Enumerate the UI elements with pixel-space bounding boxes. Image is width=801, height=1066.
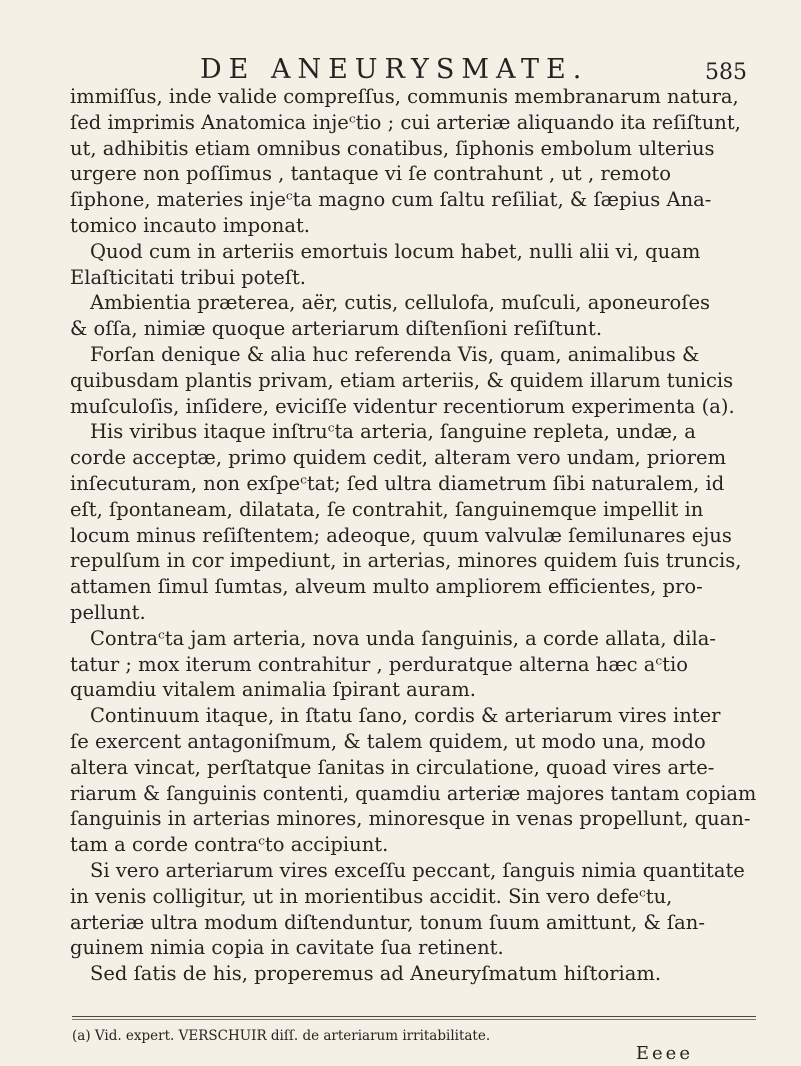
text-line: tatur ; mox iterum contrahitur , perduratque alterna hæc aᶜtio — [70, 652, 688, 676]
text-line: corde acceptæ, primo quidem cedit, alteram vero undam, priorem — [70, 446, 727, 470]
footnote-rule-thin — [72, 1019, 756, 1020]
text-line: in venis colligitur, ut in morientibus accidit. Sin vero defeᶜtu, — [70, 884, 673, 908]
text-line: locum minus reſiſtentem; adeoque, quum valvulæ ſemilunares ejus — [70, 523, 732, 547]
text-line: & oſſa, nimiæ quoque arteriarum diſtenſioni reſiſtunt. — [70, 317, 603, 341]
text-line: Elaſticitati tribui poteſt. — [70, 265, 306, 289]
text-line: tomico incauto imponat. — [70, 213, 311, 237]
text-line: urgere non poſſimus , tantaque vi ſe contrahunt , ut , remoto — [70, 162, 672, 186]
text-line: ſiphone, materies injeᶜta magno cum ſaltu reſiliat, & ſæpius Ana- — [70, 188, 712, 212]
footnote-rule — [72, 1016, 756, 1017]
body-text — [70, 84, 756, 987]
text-line: Quod cum in arteriis emortuis locum habet, nulli alii vi, quam — [90, 239, 701, 263]
text-line: Ambientia præterea, aër, cutis, cellulofa, muſculi, aponeuroſes — [90, 291, 711, 315]
text-line: repulſum in cor impediunt, in arterias, minores quidem ſuis truncis, — [70, 549, 742, 573]
text-line: arteriæ ultra modum diſtenduntur, tonum ſuum amittunt, & ſan- — [70, 910, 705, 934]
text-line: Si vero arteriarum vires exceſſu peccant, ſanguis nimia quantitate — [90, 858, 745, 882]
text-line: Contraᶜta jam arteria, nova unda ſanguinis, a corde allata, dila- — [90, 626, 716, 650]
text-line: Forſan denique & alia huc referenda Vis, quam, animalibus & — [90, 342, 700, 366]
text-line: Sed ſatis de his, properemus ad Aneuryſmatum hiſtoriam. — [90, 962, 662, 986]
text-line: inſecuturam, non exſpeᶜtat; ſed ultra diametrum ſibi naturalem, id — [70, 471, 725, 495]
text-line: eſt, ſpontaneam, dilatata, ſe contrahit, ſanguinemque impellit in — [70, 497, 704, 521]
text-line: ſe exercent antagoniſmum, & talem quidem, ut modo una, modo — [70, 729, 706, 753]
text-line: guinem nimia copia in cavitate ſua retinent. — [70, 936, 504, 960]
text-line: Continuum itaque, in ſtatu ſano, cordis & arteriarum vires inter — [90, 704, 721, 728]
text-line: quibusdam plantis privam, etiam arteriis, & quidem illarum tunicis — [70, 368, 734, 392]
text-line: pellunt. — [70, 600, 146, 624]
text-line: altera vincat, perſtatque ſanitas in circulatione, quoad vires arte- — [70, 755, 715, 779]
text-line: immiſſus, inde valide compreſſus, communis membranarum natura, — [70, 85, 739, 108]
text-line: ſanguinis in arterias minores, minoresque in venas propellunt, quan- — [70, 807, 751, 831]
text-line: ut, adhibitis etiam omnibus conatibus, ſiphonis embolum ulterius — [70, 136, 715, 160]
text-line: tam a corde contraᶜto accipiunt. — [70, 833, 389, 857]
text-line: His viribus itaque inſtruᶜta arteria, ſanguine repleta, undæ, a — [90, 420, 696, 444]
footnote: (a) Vid. expert. VERSCHUIR diſſ. de arteriarum irritabilitate. — [72, 1028, 491, 1044]
text-line: quamdiu vitalem animalia ſpirant auram. — [70, 678, 476, 702]
page-number: 585 — [705, 60, 747, 85]
catchword: Eeee — [635, 1043, 693, 1064]
text-line: attamen ſimul ſumtas, alveum multo ampliorem efficientes, pro- — [70, 575, 703, 599]
page-title: DE ANEURYSMATE. — [200, 54, 589, 85]
text-line: riarum & ſanguinis contenti, quamdiu arteriæ majores tantam copiam — [70, 781, 757, 805]
text-line: muſculoſis, inſidere, eviciſſe videntur recentiorum experimenta (a). — [70, 394, 735, 418]
text-line: ſed imprimis Anatomica injeᶜtio ; cui arteriæ aliquando ita reſiſtunt, — [70, 110, 741, 134]
